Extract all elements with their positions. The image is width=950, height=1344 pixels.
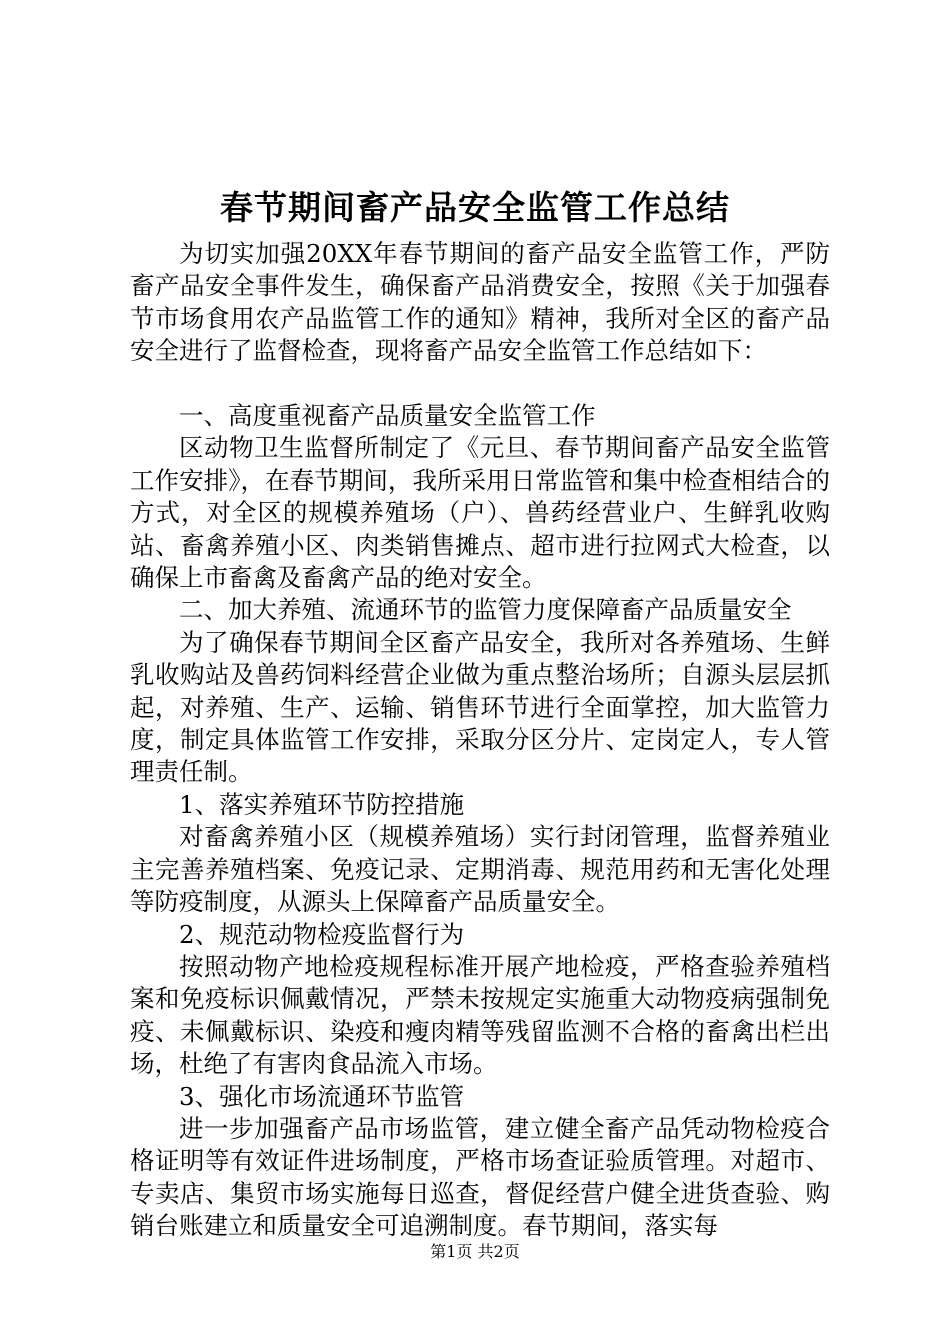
paragraph-gap: [130, 368, 830, 400]
subsection1-heading: 1、落实养殖环节防控措施: [179, 789, 465, 819]
page-footer: 第1页 共2页: [430, 1242, 520, 1261]
intro-paragraph: 为切实加强20XX年春节期间的畜产品安全监管工作，严防畜产品安全事件发生，确保畜产品消费安全，按照《关于加强春节市场食用农产品监管工作的通知》精神，我所对全区的畜产品安全进行了监督检查，现将畜产品安全监管工作总结如下：: [130, 239, 830, 366]
section2-paragraph: 为了确保春节期间全区畜产品安全，我所对各养殖场、生鲜乳收购站及兽药饲料经营企业做为重点整治场所；自源头层层抓起，对养殖、生产、运输、销售环节进行全面掌控，加大监管力度，制定具体监管工作安排，采取分区分片、定岗定人，专人管理责任制。: [130, 627, 830, 787]
subsection2-paragraph: 按照动物产地检疫规程标准开展产地检疫，严格查验养殖档案和免疫标识佩戴情况，严禁未按规定实施重大动物疫病强制免疫、未佩戴标识、染疫和瘦肉精等残留监测不合格的畜禽出栏出场，杜绝了有害肉食品流入市场。: [130, 951, 830, 1079]
subsection2-heading: 2、规范动物检疫监督行为: [179, 919, 465, 949]
document-body: [130, 238, 830, 1243]
subsection1-paragraph: 对畜禽养殖小区（规模养殖场）实行封闭管理，监督养殖业主完善养殖档案、免疫记录、定期消毒、规范用药和无害化处理等防疫制度，从源头上保障畜产品质量安全。: [130, 822, 830, 917]
section1-heading: 一、高度重视畜产品质量安全监管工作: [179, 401, 596, 431]
document-title: 春节期间畜产品安全监管工作总结: [220, 188, 730, 227]
section1-paragraph: 区动物卫生监督所制定了《元旦、春节期间畜产品安全监管工作安排》，在春节期间，我所采用日常监管和集中检查相结合的方式，对全区的规模养殖场（户）、兽药经营业户、生鲜乳收购站、畜禽养殖小区、肉类销售摊点、超市进行拉网式大检查，以确保上市畜禽及畜禽产品的绝对安全。: [130, 433, 830, 593]
subsection3-heading: 3、强化市场流通环节监管: [179, 1081, 465, 1111]
section2-heading: 二、加大养殖、流通环节的监管力度保障畜产品质量安全: [179, 595, 792, 625]
subsection3-paragraph: 进一步加强畜产品市场监管，建立健全畜产品凭动物检疫合格证明等有效证件进场制度，严格市场查证验质管理。对超市、专卖店、集贸市场实施每日巡查，督促经营户健全进货查验、购销台账建立和质量安全可追溯制度。春节期间，落实每: [130, 1113, 830, 1241]
